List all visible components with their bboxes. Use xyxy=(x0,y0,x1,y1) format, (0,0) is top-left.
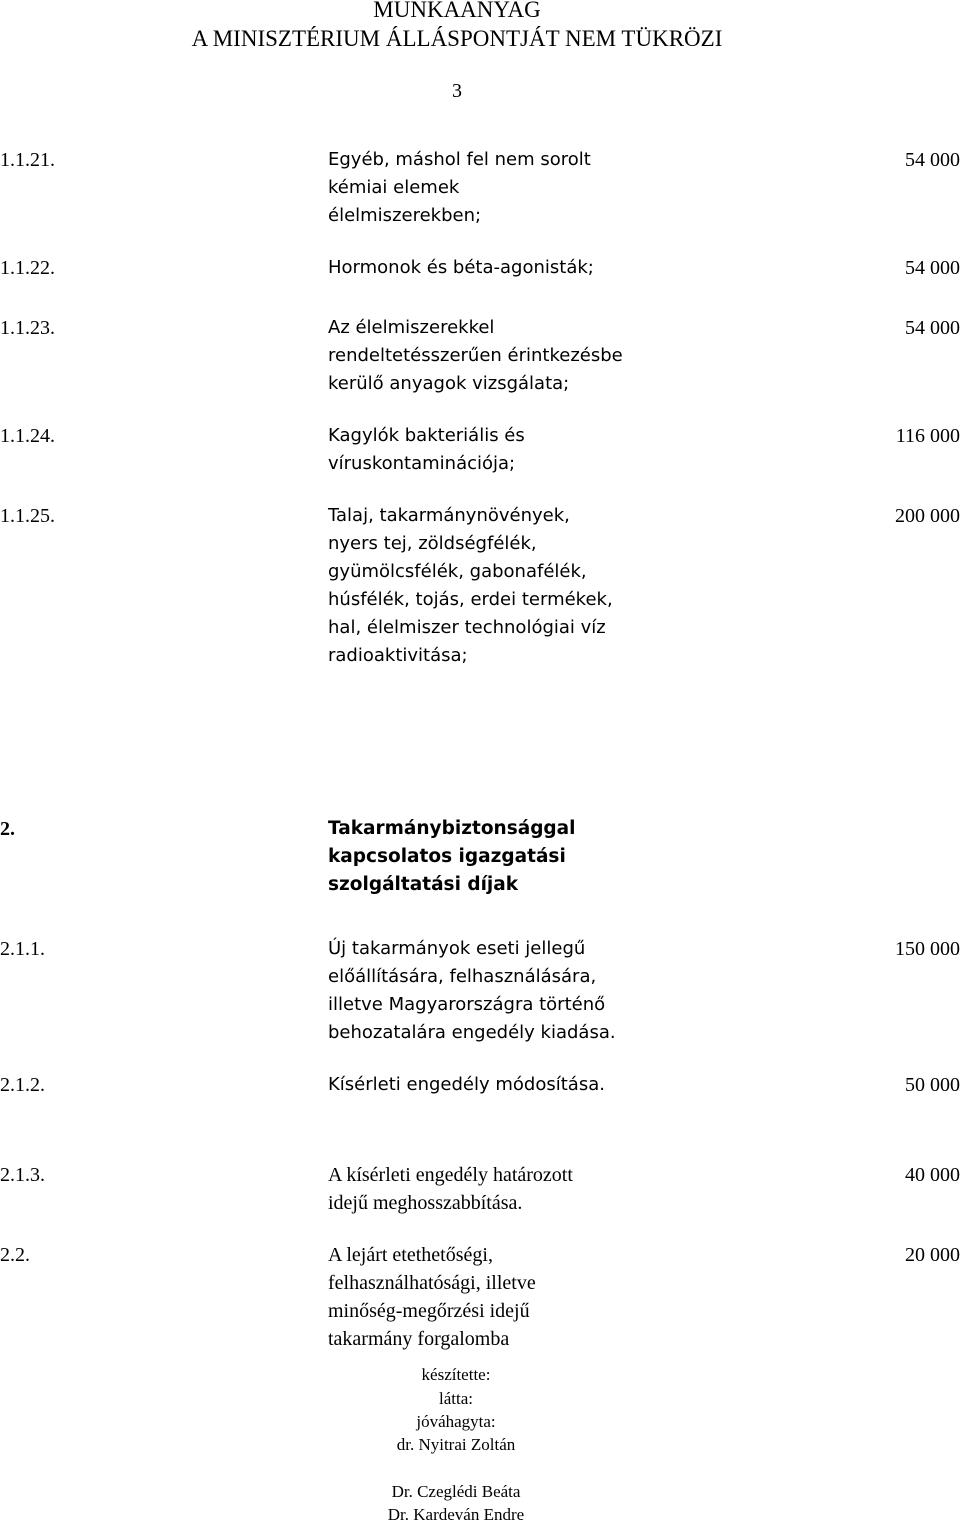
item-amount: 150 000 xyxy=(895,938,960,960)
watermark-title: MUNKAANYAG xyxy=(373,0,541,22)
item-amount: 200 000 xyxy=(895,505,960,527)
item-amount: 40 000 xyxy=(905,1164,960,1186)
item-description: Az élelmiszerekkel rendeltetésszerűen érintkezésbe kerülő anyagok vizsgálata; xyxy=(328,317,623,394)
item-description: Új takarmányok eseti jellegű előállítására, felhasználására, illetve Magyarországra történő behozatalára engedély kiadása. xyxy=(328,938,616,1043)
footer-name: Dr. Kardeván Endre xyxy=(387,1505,525,1524)
section-title: Takarmánybiztonsággal kapcsolatos igazgatási szolgáltatási díjak xyxy=(328,818,576,895)
footer-approved-label: jóváhagyta: xyxy=(416,1412,496,1431)
item-amount: 54 000 xyxy=(905,257,960,279)
item-number: 1.1.22. xyxy=(0,257,55,279)
page-number: 3 xyxy=(452,80,462,102)
item-number: 1.1.25. xyxy=(0,505,55,527)
item-number: 1.1.24. xyxy=(0,425,55,447)
item-amount: 54 000 xyxy=(905,317,960,339)
item-description: A lejárt etethetőségi, felhasználhatósági, illetve minőség-megőrzési idejű takarmány forgalomba xyxy=(328,1244,536,1350)
item-description: Kagylók bakteriális és víruskontaminációja; xyxy=(328,425,525,474)
item-number: 2.1.1. xyxy=(0,938,45,960)
item-amount: 20 000 xyxy=(905,1244,960,1266)
item-description: Kísérleti engedély módosítása. xyxy=(328,1074,605,1095)
item-number: 2.1.2. xyxy=(0,1074,45,1096)
item-number: 2.2. xyxy=(0,1244,30,1266)
footer-name: Dr. Czeglédi Beáta xyxy=(391,1482,521,1501)
item-amount: 116 000 xyxy=(895,425,960,447)
item-number: 1.1.21. xyxy=(0,149,55,171)
item-description: Talaj, takarmánynövények, nyers tej, zöldségfélék, gyümölcsfélék, gabonafélék, húsfélék, tojás, erdei termékek, hal, élelmiszer technológiai víz radioaktivitása; xyxy=(328,505,613,666)
item-amount: 50 000 xyxy=(905,1074,960,1096)
footer-seen-label: látta: xyxy=(439,1389,473,1408)
item-description: A kísérleti engedély határozott idejű meghosszabbítása. xyxy=(328,1164,573,1214)
item-number: 2.1.3. xyxy=(0,1164,45,1186)
footer-prepared-label: készítette: xyxy=(421,1365,491,1384)
item-number: 1.1.23. xyxy=(0,317,55,339)
item-amount: 54 000 xyxy=(905,149,960,171)
footer-name: dr. Nyitrai Zoltán xyxy=(396,1435,516,1454)
section-number: 2. xyxy=(0,818,15,840)
item-description: Hormonok és béta-agonisták; xyxy=(328,257,594,278)
watermark-subtitle: A MINISZTÉRIUM ÁLLÁSPONTJÁT NEM TÜKRÖZI xyxy=(191,26,723,51)
item-description: Egyéb, máshol fel nem sorolt kémiai elemek élelmiszerekben; xyxy=(328,149,591,226)
